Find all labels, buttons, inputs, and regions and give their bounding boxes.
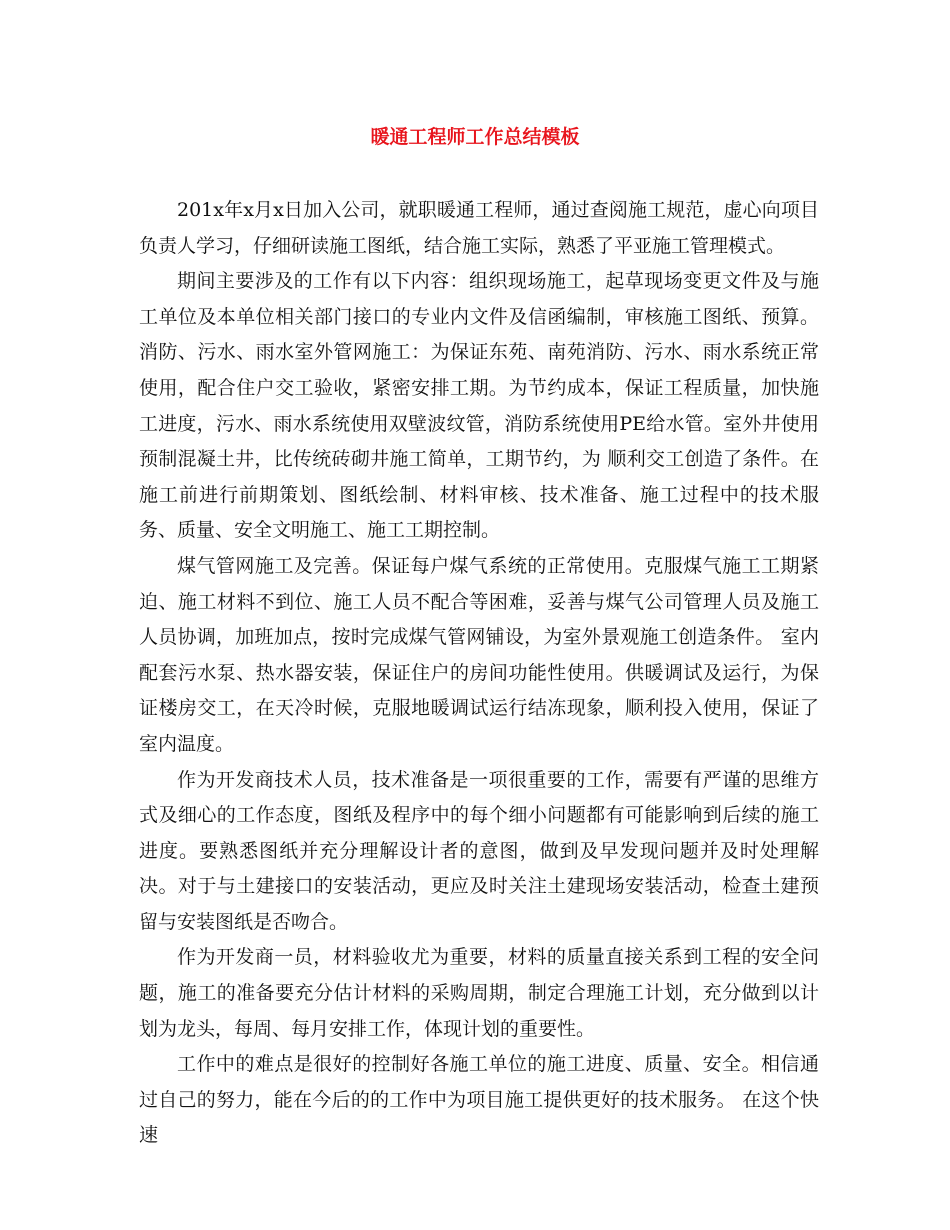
document-body	[139, 193, 819, 1154]
paragraph-4: 作为开发商技术人员，技术准备是一项很重要的工作，需要有严谨的思维方式及细心的工作态度，图纸及程序中的每个细小问题都有可能影响到后续的施工进度。要熟悉图纸并充分理解设计者的意图，做到及早发现问题并及时处理解决。对于与土建接口的安装活动，更应及时关注土建现场安装活动，检查土建预留与安装图纸是否吻合。	[139, 768, 819, 933]
paragraph-2: 期间主要涉及的工作有以下内容：组织现场施工，起草现场变更文件及与施工单位及本单位相关部门接口的专业内文件及信函编制，审核施工图纸、预算。 消防、污水、雨水室外管网施工：为保证东苑、南苑消防、污水、雨水系统正常使用，配合住户交工验收，紧密安排工期。为节约成本，保证工程质量，加快施工进度，污水、雨水系统使用双壁波纹管，消防系统使用PE给水管。室外井使用预制混凝土井，比传统砖砌井施工简单，工期节约，为 顺利交工创造了条件。在施工前进行前期策划、图纸绘制、材料审核、技术准备、施工过程中的技术服务、质量、安全文明施工、施工工期控制。	[139, 270, 819, 542]
paragraph-3: 煤气管网施工及完善。保证每户煤气系统的正常使用。克服煤气施工工期紧迫、施工材料不到位、施工人员不配合等困难，妥善与煤气公司管理人员及施工人员协调，加班加点，按时完成煤气管网铺设，为室外景观施工创造条件。 室内配套污水泵、热水器安装，保证住户的房间功能性使用。供暖调试及运行，为保证楼房交工，在天冷时候，克服地暖调试运行结冻现象，顺利投入使用，保证了室内温度。	[139, 554, 819, 755]
paragraph-1: 201x年x月x日加入公司，就职暖通工程师，通过查阅施工规范，虚心向项目负责人学习，仔细研读施工图纸，结合施工实际，熟悉了平亚施工管理模式。	[139, 199, 819, 257]
paragraph-6: 工作中的难点是很好的控制好各施工单位的施工进度、质量、安全。相信通过自己的努力，能在今后的的工作中为项目施工提供更好的技术服务。 在这个快速	[139, 1053, 819, 1147]
document-title: 暖通工程师工作总结模板	[370, 126, 580, 148]
paragraph-5: 作为开发商一员，材料验收尤为重要，材料的质量直接关系到工程的安全问题，施工的准备要充分估计材料的采购周期，制定合理施工计划，充分做到以计划为龙头，每周、每月安排工作，体现计划的重要性。	[139, 946, 819, 1040]
